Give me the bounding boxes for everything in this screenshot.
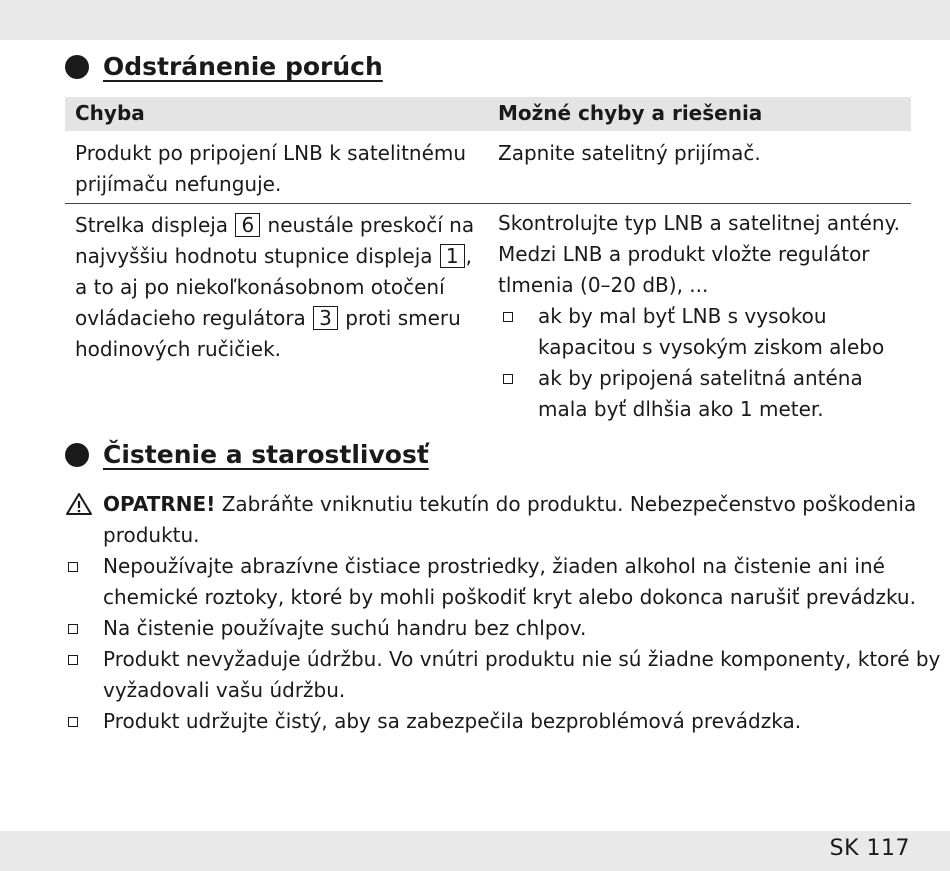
column-header-fault: Chyba [75,101,145,125]
row-divider [65,203,911,204]
care-list [65,551,941,737]
cell-line: ovládacieho regulátora 3 proti smeru [75,306,461,330]
cell-line: a to aj po niekoľkonásobnom otočení [75,275,445,299]
list-item: Nepoužívajte abrazívne čistiace prostriedky, žiaden alkohol na čistenie ani iné chemické roztoky, ktoré by mohli poškodiť kryt alebo dokonca narušiť prevádzku. [65,551,925,613]
section-heading-cleaning [65,440,429,469]
cell-line: prijímaču nefunguje. [75,172,282,196]
row1-solution-cell [498,138,761,169]
section-heading-troubleshooting [65,52,383,81]
top-band [0,0,950,40]
warning-line: OPATRNE! Zabráňte vniknutiu tekutín do produktu. Nebezpečenstvo poškodenia [103,492,917,516]
square-bullet-icon [68,655,78,665]
cell-line: najvyššiu hodnotu stupnice displeja 1 , [75,244,473,268]
control-reference-box: 3 [313,306,338,330]
table-header [65,97,911,131]
page-number: SK 117 [829,836,910,861]
cell-line: Zapnite satelitný prijímač. [498,141,761,165]
warning-line: produktu. [103,523,200,547]
warning-label: OPATRNE! [103,492,216,516]
section-title: Čistenie a starostlivosť [103,440,429,469]
cell-line: tlmenia (0–20 dB), ... [498,273,709,297]
list-item: ak by mal byť LNB s vysokou kapacitou s vysokým ziskom alebo [498,301,900,363]
row2-fault-cell [75,210,474,365]
cell-line: Strelka displeja 6 neustále preskočí na [75,213,475,237]
cell-line: Produkt po pripojení LNB k satelitnému [75,141,467,165]
warning-triangle-icon [65,492,93,516]
cell-line: hodinových ručičiek. [75,337,282,361]
cell-line: Skontrolujte typ LNB a satelitnej antény. [498,211,900,235]
section-title: Odstránenie porúch [103,52,383,81]
display-reference-box: 1 [440,244,465,268]
warning-notice [65,489,917,551]
row1-fault-cell [75,138,466,200]
cell-line: Medzi LNB a produkt vložte regulátor [498,242,870,266]
square-bullet-icon [68,624,78,634]
square-bullet-icon [503,312,513,322]
row2-solution-cell [498,208,900,425]
display-reference-box: 6 [235,213,260,237]
list-item: Produkt nevyžaduje údržbu. Vo vnútri produktu nie sú žiadne komponenty, ktoré by vyžadovali vašu údržbu. [65,644,925,706]
filled-circle-icon [65,55,89,79]
bottom-band [0,831,950,871]
square-bullet-icon [503,374,513,384]
list-item: Produkt udržujte čistý, aby sa zabezpečila bezproblémová prevádzka. [65,706,925,737]
list-item: Na čistenie používajte suchú handru bez chlpov. [65,613,925,644]
filled-circle-icon [65,443,89,467]
list-item: ak by pripojená satelitná anténa mala byť dlhšia ako 1 meter. [498,363,900,425]
column-header-solution: Možné chyby a riešenia [498,101,763,125]
square-bullet-icon [68,717,78,727]
square-bullet-icon [68,562,78,572]
